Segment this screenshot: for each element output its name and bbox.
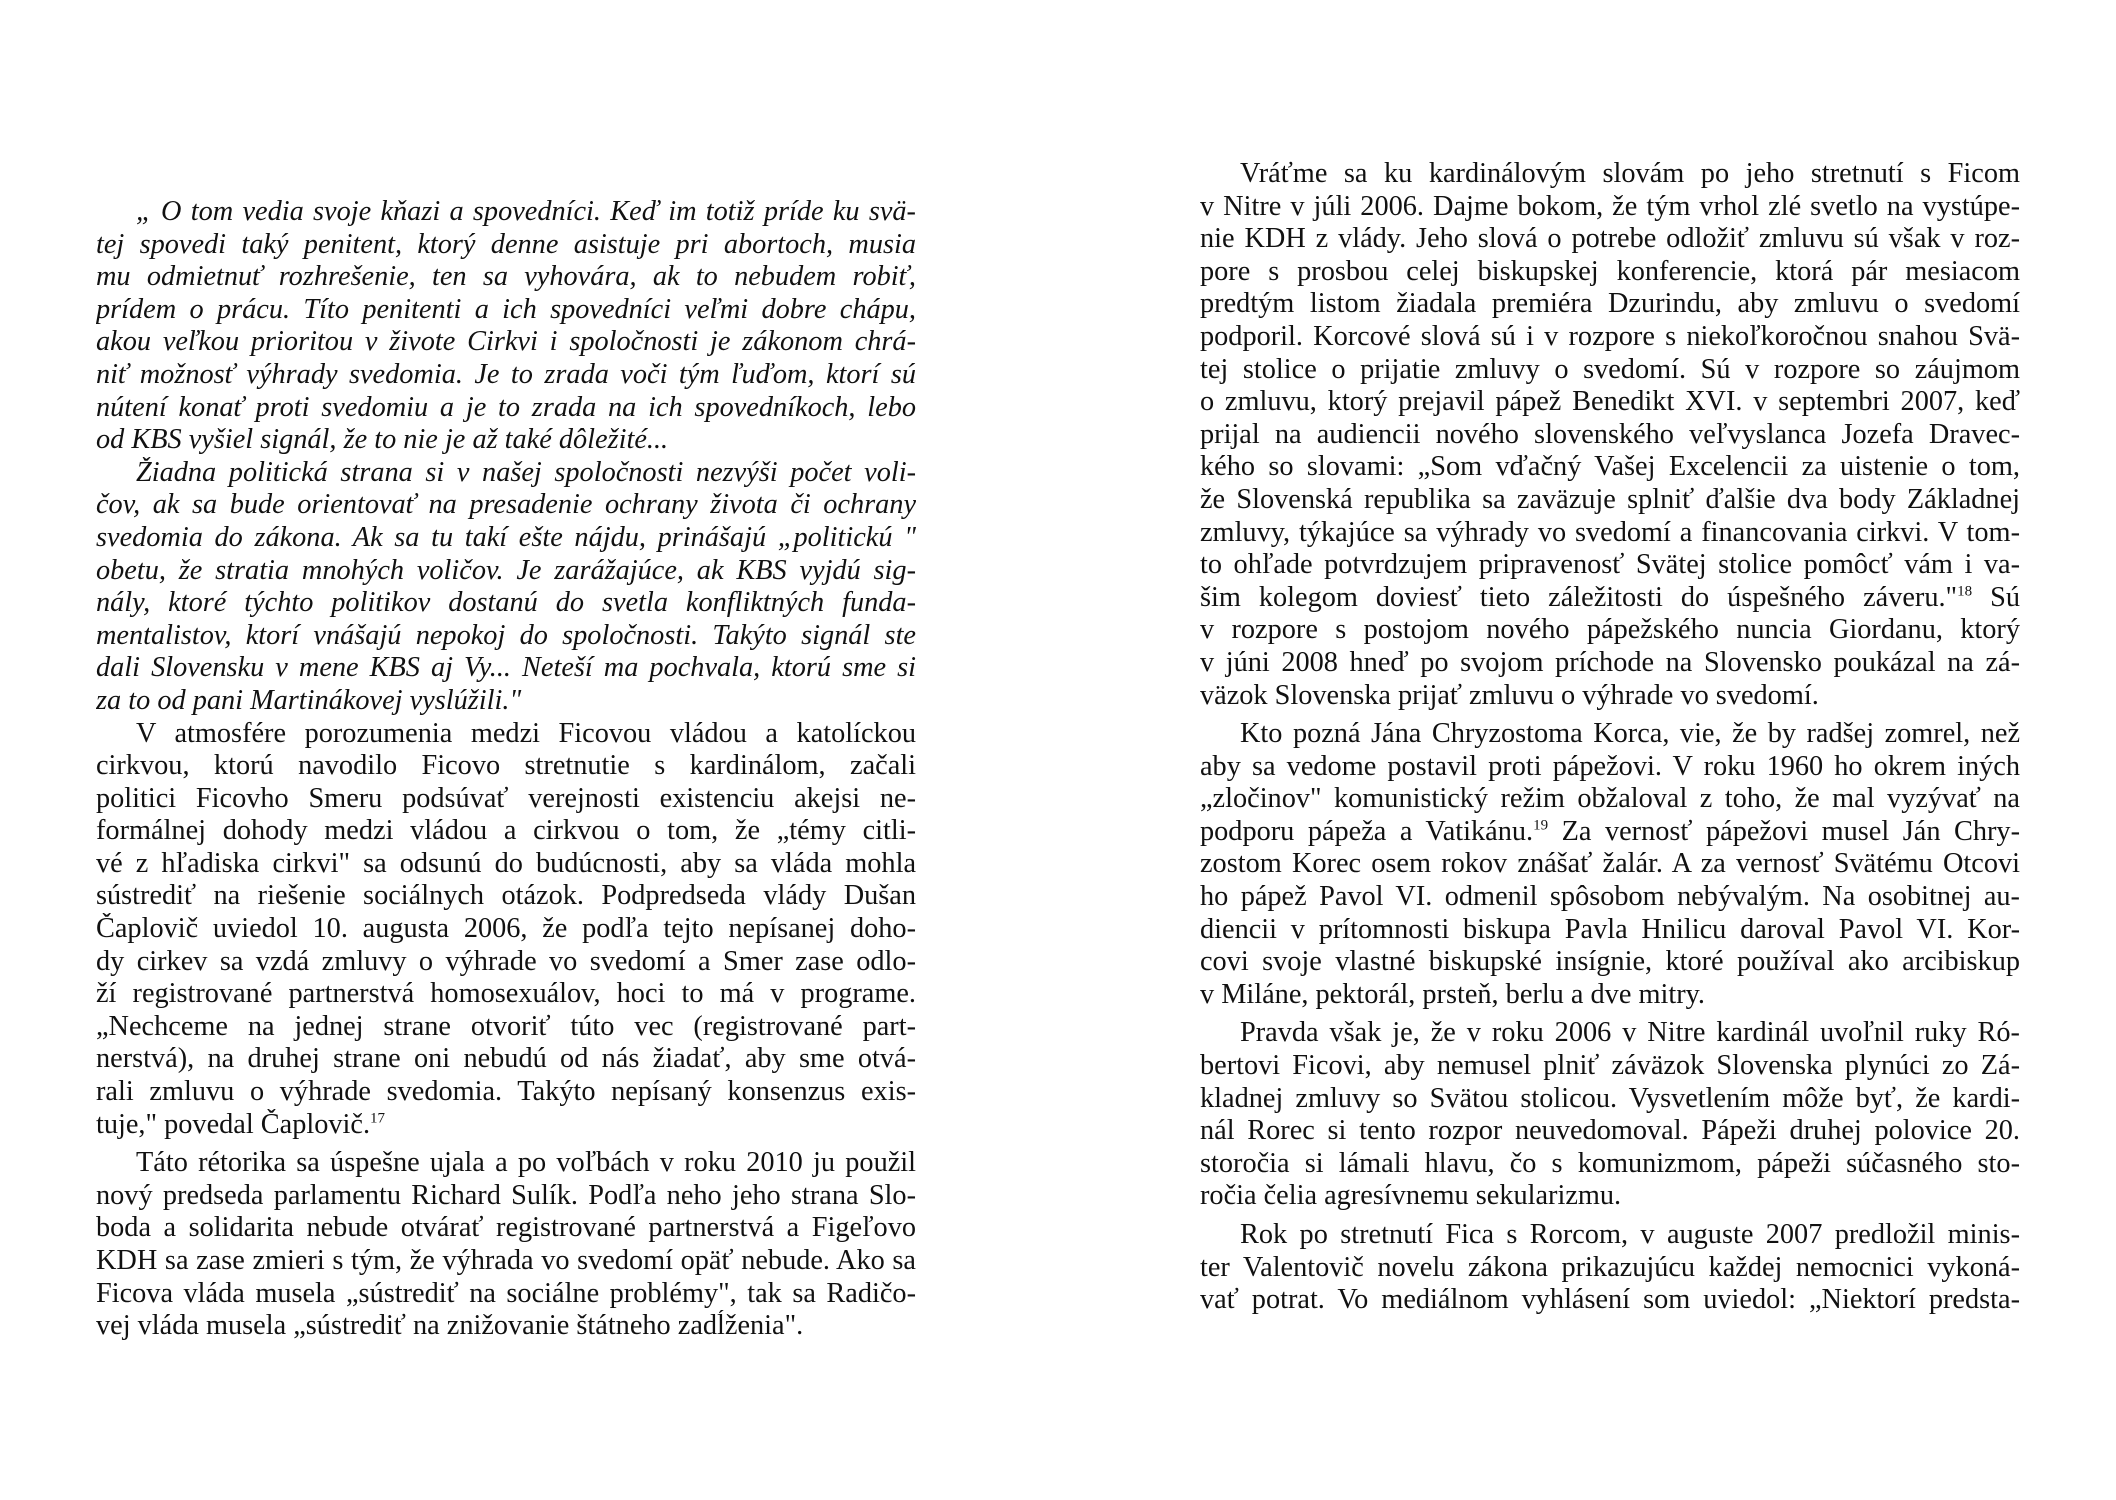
text-line [1200, 517, 2020, 550]
text-line [1200, 451, 2020, 484]
text-line [96, 229, 916, 262]
text-line [1200, 549, 2020, 582]
line-text: nútení konať proti svedomiu a je to zrada na ich spovedníkoch, lebo [96, 391, 916, 423]
line-text: vej vláda musela „sústrediť na znižovanie štátneho zadĺženia". [96, 1310, 804, 1342]
line-text: že Slovenská republika sa zaväzuje splniť ďalšie dva body Základnej [1200, 483, 2020, 515]
line-text: niť možnosť výhrady svedomia. Je to zrada voči tým ľuďom, ktorí sú [96, 358, 916, 390]
text-line [1200, 979, 2020, 1012]
line-text: pore s prosbou celej biskupskej konferencie, ktorá pár mesiacom [1200, 255, 2020, 287]
line-text: od KBS vyšiel signál, že to nie je až také dôležité... [96, 424, 669, 456]
line-text: nie KDH z vlády. Jeho slová o potrebe odložiť zmluvu sú však v roz- [1200, 223, 2020, 255]
line-text: dali Slovensku v mene KBS aj Vy... Neteší ma pochvala, ktorú sme si [96, 652, 916, 684]
line-text: zostom Korec osem rokov znášať žalár. A za vernosť Svätému Otcovi [1200, 848, 2020, 880]
text-line [96, 1076, 916, 1109]
text-line [96, 815, 916, 848]
line-text: čov, ak sa bude orientovať na presadenie ochrany života či ochrany [96, 489, 916, 521]
line-text: to ohľade potvrdzujem pripravenosť Svätej stolice pomôcť vám i va- [1200, 549, 2020, 581]
line-text: kladnej zmluvy so Svätou stolicou. Vysvetlením môže byť, že kardi- [1200, 1082, 2020, 1114]
text-line [96, 326, 916, 359]
line-text: Kto pozná Jána Chryzostoma Korca, vie, že by radšej zomrel, než [1240, 718, 2020, 750]
line-text: väzok Slovenska prijať zmluvu o výhrade vo svedomí. [1200, 679, 1819, 711]
text-line [1200, 914, 2020, 947]
text-line [96, 783, 916, 816]
line-text: tuje," povedal Čaplovič. [96, 1108, 371, 1140]
line-text: predtým listom žiadala premiéra Dzurindu, aby zmluvu o svedomí [1200, 288, 2020, 320]
text-line [1200, 848, 2020, 881]
text-line [96, 1011, 916, 1044]
text-line [1200, 718, 2020, 751]
right-page [1200, 158, 2020, 1317]
text-line [96, 1245, 916, 1278]
line-text-tail: Za vernosť pápežovi musel Ján Chry- [1548, 815, 2020, 847]
text-line [1200, 1219, 2020, 1252]
line-text: aby sa vedome postavil proti pápežovi. V roku 1960 ho okrem iných [1200, 750, 2020, 782]
line-text: podporu pápeža a Vatikánu. [1200, 815, 1534, 847]
line-text: vať potrat. Vo mediálnom vyhlásení som uviedol: „Niektorí predsta- [1200, 1284, 2020, 1316]
text-line [96, 359, 916, 392]
text-line [96, 522, 916, 555]
text-line [1200, 647, 2020, 680]
text-line [1200, 680, 2020, 713]
text-line [1200, 158, 2020, 191]
line-text: ho pápež Pavol VI. odmenil spôsobom nebývalým. Na osobitnej au- [1200, 881, 2020, 913]
footnote-marker[interactable]: 19 [1533, 817, 1549, 834]
text-line [96, 294, 916, 327]
text-line [96, 1310, 916, 1343]
line-text: nerstvá), na druhej strane oni nebudú od nás žiadať, aby sme otvá- [96, 1043, 916, 1075]
line-text: v rozpore s postojom nového pápežského nuncia Giordanu, ktorý [1200, 614, 2020, 646]
text-line [1200, 321, 2020, 354]
line-text: v Miláne, pektorál, prsteň, berlu a dve mitry. [1200, 978, 1706, 1010]
line-text: nály, ktoré týchto politikov dostanú do svetla konfliktných funda- [96, 587, 916, 619]
text-line [1200, 946, 2020, 979]
line-text: šim kolegom doviesť tieto záležitosti do úspešného záveru." [1200, 581, 1958, 613]
text-line [1200, 1115, 2020, 1148]
paragraph [96, 718, 916, 1142]
line-text: prijal na audiencii nového slovenského veľvyslanca Jozefa Dravec- [1200, 418, 2020, 450]
line-text: diencii v prítomnosti biskupa Pavla Hnilicu daroval Pavol VI. Kor- [1200, 913, 2020, 945]
text-line [96, 555, 916, 588]
text-line [96, 261, 916, 294]
line-text: vé z hľadiska cirkvi" sa odsunú do budúcnosti, aby sa vláda mohla [96, 847, 916, 879]
text-line [96, 913, 916, 946]
text-line [1200, 1284, 2020, 1317]
text-line [1200, 256, 2020, 289]
paragraph [1200, 1017, 2020, 1213]
text-line [96, 392, 916, 425]
line-text: Rok po stretnutí Fica s Rorcom, v auguste 2007 predložil minis- [1240, 1219, 2020, 1250]
text-line [96, 587, 916, 620]
text-line [1200, 1252, 2020, 1285]
text-line [1200, 751, 2020, 784]
text-line [1200, 1148, 2020, 1181]
line-text: „ O tom vedia svoje kňazi a spovedníci. Keď im totiž príde ku svä- [136, 196, 916, 227]
text-line [1200, 386, 2020, 419]
paragraph [1200, 718, 2020, 1011]
line-text: Pravda však je, že v roku 2006 v Nitre kardinál uvoľnil ruky Ró- [1240, 1017, 2020, 1049]
line-text: svedomia do zákona. Ak sa tu takí ešte nájdu, prinášajú „politickú " [96, 521, 916, 553]
paragraph [96, 196, 916, 457]
line-text: tej spovedi taký penitent, ktorý denne asistuje pri abortoch, musia [96, 228, 916, 260]
text-line [96, 196, 916, 229]
text-line [96, 1278, 916, 1311]
text-line [1200, 419, 2020, 452]
text-line [1200, 783, 2020, 816]
line-text: akou veľkou prioritou v živote Cirkvi i spoločnosti je zákonom chrá- [96, 326, 916, 358]
text-line [96, 1043, 916, 1076]
text-line [96, 946, 916, 979]
text-line [96, 489, 916, 522]
footnote-marker[interactable]: 18 [1957, 583, 1973, 600]
line-text: KDH sa zase zmieri s tým, že výhrada vo svedomí opäť nebude. Ako sa [96, 1245, 916, 1276]
text-line [96, 424, 916, 457]
line-text: nový predseda parlamentu Richard Sulík. Podľa neho jeho strana Slo- [96, 1179, 916, 1211]
line-text: rali zmluvu o výhrade svedomia. Takýto nepísaný konsenzus exis- [96, 1076, 916, 1108]
text-line [96, 652, 916, 685]
text-line [96, 457, 916, 490]
text-line [1200, 1017, 2020, 1050]
line-text: podporil. Korcové slová sú i v rozpore s niekoľkoročnou snahou Svä- [1200, 320, 2020, 352]
text-line [96, 1109, 916, 1142]
line-text: mu odmietnuť rozhrešenie, ten sa vyhovára, ak to nebudem robiť, [96, 261, 916, 293]
text-line [96, 718, 916, 751]
line-text: „zločinov" komunistický režim obžaloval z toho, že mal vyzývať na [1200, 783, 2020, 815]
line-text: tej stolice o prijatie zmluvy o svedomí. Sú v rozpore so záujmom [1200, 353, 2020, 385]
text-line [96, 685, 916, 718]
line-text: nál Rorec si tento rozpor neuvedomoval. Pápeži druhej polovice 20. [1200, 1115, 2020, 1147]
line-text: kého so slovami: „Som vďačný Vašej Excelencii za uistenie o tom, [1200, 451, 2020, 483]
line-text: ží registrované partnerstvá homosexuálov, hoci to má v programe. [96, 978, 916, 1010]
line-text: covi svoje vlastné biskupské insígnie, ktoré používal ako arcibiskup [1200, 946, 2020, 978]
line-text: storočia si lámali hlavu, čo s komunizmom, pápeži súčasného sto- [1200, 1147, 2020, 1179]
line-text: bertovi Ficovi, aby nemusel plniť záväzok Slovenska plynúci zo Zá- [1200, 1050, 2020, 1082]
paragraph [96, 457, 916, 718]
line-text: obetu, že stratia mnohých voličov. Je zarážajúce, ak KBS vyjdú sig- [96, 554, 916, 586]
paragraph [1200, 1219, 2020, 1317]
text-line [96, 848, 916, 881]
line-text: v júni 2008 hneď po svojom príchode na Slovensko poukázal na zá- [1200, 646, 2020, 678]
line-text: Ficova vláda musela „sústrediť na sociálne problémy", tak sa Radičo- [96, 1277, 916, 1309]
text-line [96, 1212, 916, 1245]
text-line [1200, 614, 2020, 647]
line-text: boda a solidarita nebude otvárať registrované partnerstvá a Figeľovo [96, 1212, 916, 1244]
line-text: Čaplovič uviedol 10. augusta 2006, že podľa tejto nepísanej doho- [96, 913, 916, 945]
text-line [1200, 354, 2020, 387]
line-text-tail: Sú [1972, 581, 2020, 613]
line-text: ročia čelia agresívnemu sekularizmu. [1200, 1180, 1622, 1212]
text-line [96, 880, 916, 913]
text-line [1200, 816, 2020, 849]
text-line [96, 978, 916, 1011]
footnote-marker[interactable]: 17 [370, 1110, 386, 1127]
paragraph [96, 1147, 916, 1343]
line-text: o zmluvu, ktorý prejavil pápež Benedikt XVI. v septembri 2007, keď [1200, 386, 2020, 418]
line-text: politici Ficovho Smeru podsúvať verejnosti existenciu akejsi ne- [96, 782, 916, 814]
paragraph [1200, 158, 2020, 712]
left-page [96, 196, 916, 1343]
text-line [1200, 1050, 2020, 1083]
text-line [1200, 881, 2020, 914]
line-text: prídem o prácu. Títo penitenti a ich spovedníci veľmi dobre chápu, [96, 293, 916, 325]
text-line [1200, 1083, 2020, 1116]
text-line [96, 750, 916, 783]
line-text: mentalistov, ktorí vnášajú nepokoj do spoločnosti. Takýto signál ste [96, 619, 916, 651]
text-line [96, 1180, 916, 1213]
line-text: cirkvou, ktorú navodilo Ficovo stretnutie s kardinálom, začali [96, 750, 916, 782]
text-line [96, 1147, 916, 1180]
line-text: V atmosfére porozumenia medzi Ficovou vládou a katolíckou [136, 717, 916, 749]
line-text: sústrediť na riešenie sociálnych otázok. Podpredseda vlády Dušan [96, 880, 916, 912]
text-line [1200, 1180, 2020, 1213]
text-line [1200, 223, 2020, 256]
line-text: ter Valentovič novelu zákona prikazujúcu každej nemocnici vykoná- [1200, 1251, 2020, 1283]
line-text: v Nitre v júli 2006. Dajme bokom, že tým vrhol zlé svetlo na vystúpe- [1200, 190, 2020, 222]
line-text: formálnej dohody medzi vládou a cirkvou o tom, že „témy citli- [96, 815, 916, 847]
text-line [96, 620, 916, 653]
line-text: za to od pani Martinákovej vyslúžili." [96, 684, 522, 716]
text-line [1200, 191, 2020, 224]
text-line [1200, 288, 2020, 321]
line-text: „Nechceme na jednej strane otvoriť túto vec (registrované part- [96, 1010, 916, 1042]
line-text: Táto rétorika sa úspešne ujala a po voľbách v roku 2010 ju použil [136, 1147, 916, 1179]
line-text: zmluvy, týkajúce sa výhrady vo svedomí a financovania cirkvi. V tom- [1200, 516, 2020, 548]
line-text: dy cirkev sa vzdá zmluvy o výhrade vo svedomí a Smer zase odlo- [96, 945, 916, 977]
line-text: Žiadna politická strana si v našej spoločnosti nezvýši počet voli- [136, 456, 916, 488]
text-line [1200, 484, 2020, 517]
text-line [1200, 582, 2020, 615]
line-text: Vráťme sa ku kardinálovým slovám po jeho stretnutí s Ficom [1240, 158, 2020, 189]
